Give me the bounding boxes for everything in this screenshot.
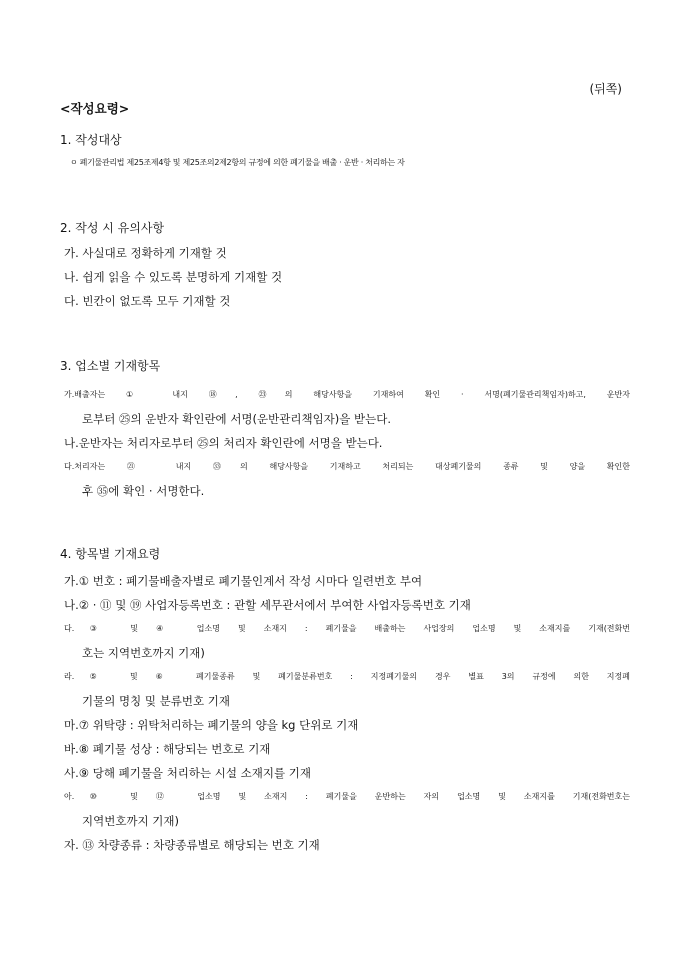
list-item-line: 후 ㉟에 확인 · 서명한다. — [82, 484, 205, 498]
list-item-line: 호는 지역번호까지 기재) — [82, 646, 205, 660]
list-item: 가. 사실대로 정확하게 기재할 것 — [64, 246, 227, 260]
list-item — [60, 713, 630, 737]
list-item-line: 나.② · ⑪ 및 ⑲ 사업자등록번호 : 관할 세무관서에서 부여한 사업자등록번호 기재 — [64, 598, 471, 612]
list-item-line: 다.③ 및 ④ 업소명 및 소재지 : 폐기물을 배출하는 사업장의 업소명 및 소재지를 기재(전화번 — [64, 624, 630, 633]
list-item-line: 바.⑧ 폐기물 성상 : 해당되는 번호로 기재 — [64, 742, 271, 756]
list-item-line: 마.⑦ 위탁량 : 위탁처리하는 폐기물의 양을 kg 단위로 기재 — [64, 718, 359, 732]
list-item: ㅇ 폐기물관리법 제25조제4항 및 제25조의2제2항의 규정에 의한 폐기물을 배출 · 운반 · 처리하는 자 — [70, 158, 405, 167]
list-item-line: 라.⑤ 및 ⑥ 폐기물종류 및 폐기물분류번호 : 지정폐기물의 경우 별표 3의 규정에 의한 지정폐 — [64, 672, 630, 681]
list-item — [60, 455, 630, 503]
list-item — [60, 593, 630, 617]
list-item — [60, 761, 630, 785]
list-item-line: 자. ⑬ 차량종류 : 차량종류별로 해당되는 번호 기재 — [64, 838, 320, 852]
list-item — [60, 383, 630, 431]
list-item — [60, 737, 630, 761]
section-heading: 4. 항목별 기재요령 — [60, 547, 161, 561]
section-heading: 2. 작성 시 유의사항 — [60, 221, 165, 235]
list-item — [60, 833, 630, 857]
list-item — [60, 785, 630, 833]
document-title: <작성요령> — [60, 101, 130, 116]
section-heading: 3. 업소별 기재항목 — [60, 359, 161, 373]
list-item-line: 로부터 ㉕의 운반자 확인란에 서명(운반관리책임자)을 받는다. — [82, 412, 392, 426]
list-item — [60, 665, 630, 713]
list-item-line: 지역번호까지 기재) — [82, 814, 180, 828]
section-heading: 1. 작성대상 — [60, 133, 122, 147]
list-item-line: 사.⑨ 당해 폐기물을 처리하는 시설 소재지를 기재 — [64, 766, 311, 780]
section-precautions — [60, 217, 630, 313]
list-item — [60, 431, 630, 455]
section-item-instructions — [60, 543, 630, 857]
list-item-line: 아.⑩ 및 ⑫ 업소명 및 소재지 : 폐기물을 운반하는 자의 업소명 및 소재지를 기재(전화번호는 — [64, 792, 630, 801]
list-item-line: 가.① 번호 : 폐기물배출자별로 폐기물인계서 작성 시마다 일련번호 부여 — [64, 574, 423, 588]
list-item: 나. 쉽게 읽을 수 있도록 분명하게 기재할 것 — [64, 270, 283, 284]
list-item: 다. 빈칸이 없도록 모두 기재할 것 — [64, 294, 231, 308]
list-item — [60, 569, 630, 593]
list-item-line: 가.배출자는 ① 내지 ⑱, ㉓의 해당사항을 기재하여 확인 · 서명(폐기물관리책임자)하고, 운반자 — [64, 390, 630, 399]
list-item-line: 기물의 명칭 및 분류번호 기재 — [82, 694, 230, 708]
list-item-line: 다.처리자는 ㉑ 내지 ㉝의 해당사항을 기재하고 처리되는 대상폐기물의 종류 및 양을 확인한 — [64, 462, 630, 471]
list-item — [60, 617, 630, 665]
section-target — [60, 129, 630, 174]
list-item-line: 나.운반자는 처리자로부터 ㉕의 처리자 확인란에 서명을 받는다. — [64, 436, 383, 450]
section-entries-by-business — [60, 355, 630, 503]
back-side-label: (뒤쪽) — [589, 82, 622, 96]
